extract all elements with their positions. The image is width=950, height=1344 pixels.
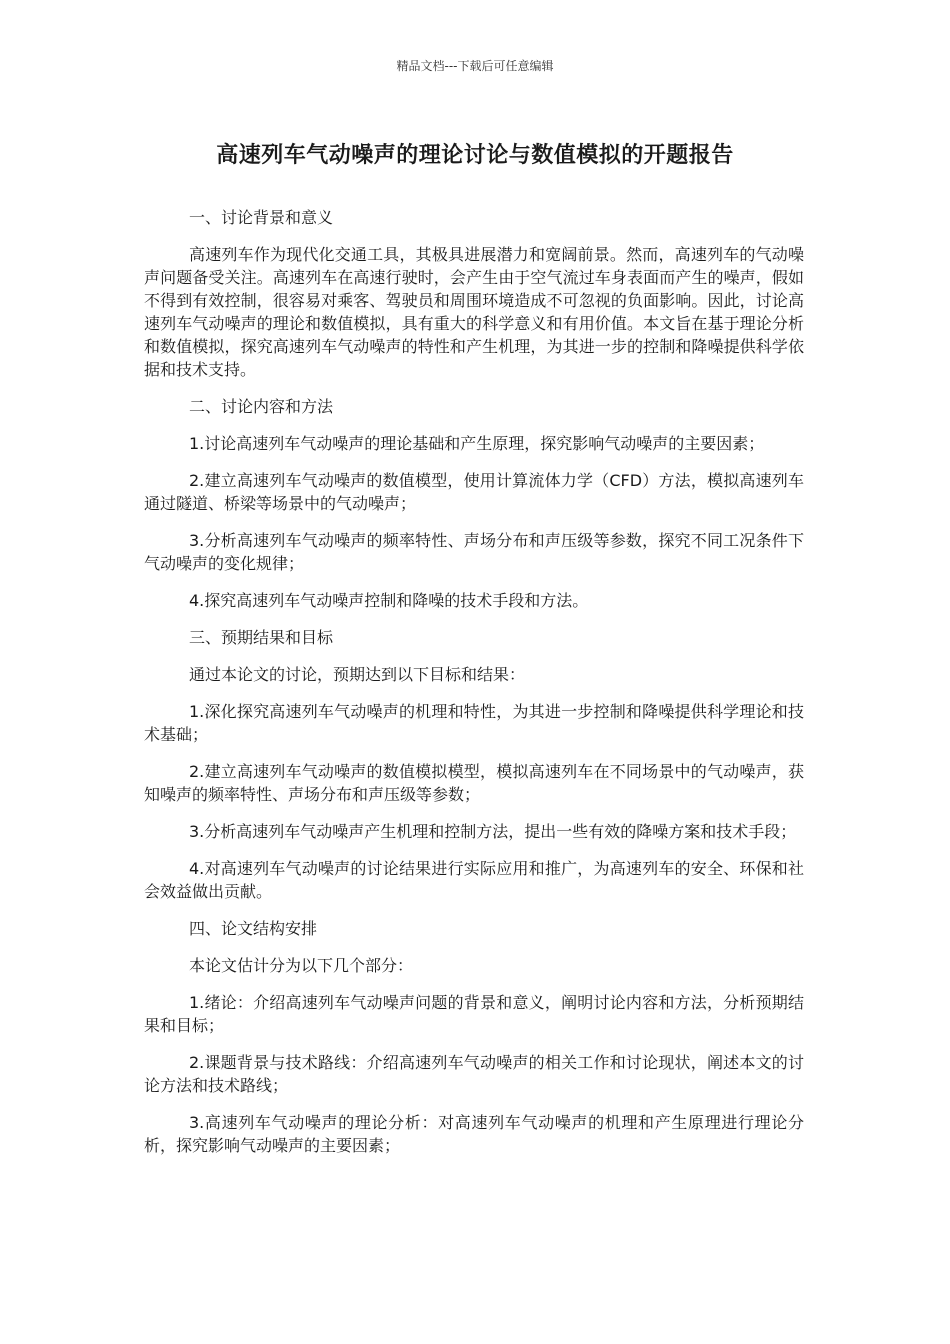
list-item-result-1: 1.深化探究高速列车气动噪声的机理和特性，为其进一步控制和降噪提供科学理论和技术基础；: [144, 702, 804, 744]
list-item-method-1: 1.讨论高速列车气动噪声的理论基础和产生原理，探究影响气动噪声的主要因素；: [189, 434, 765, 453]
list-item-result-3: 3.分析高速列车气动噪声产生机理和控制方法，提出一些有效的降噪方案和技术手段；: [189, 822, 797, 841]
document-title: 高速列车气动噪声的理论讨论与数值模拟的开题报告: [216, 143, 734, 168]
section-heading-structure: 四、论文结构安排: [189, 919, 318, 938]
list-item-method-3: 3.分析高速列车气动噪声的频率特性、声场分布和声压级等参数，探究不同工况条件下气动噪声的变化规律；: [144, 531, 804, 573]
list-item-method-2: 2.建立高速列车气动噪声的数值模型，使用计算流体力学（CFD）方法，模拟高速列车通过隧道、桥梁等场景中的气动噪声；: [144, 471, 804, 513]
page-header: 精品文档---下载后可任意编辑: [396, 59, 554, 73]
list-item-structure-3: 3.高速列车气动噪声的理论分析：对高速列车气动噪声的机理和产生原理进行理论分析，探究影响气动噪声的主要因素；: [144, 1113, 804, 1155]
document-body: [144, 206, 804, 1171]
list-item-structure-1: 1.绪论：介绍高速列车气动噪声问题的背景和意义，阐明讨论内容和方法，分析预期结果和目标；: [144, 993, 804, 1035]
section-heading-results: 三、预期结果和目标: [189, 628, 334, 647]
list-item-result-2: 2.建立高速列车气动噪声的数值模拟模型，模拟高速列车在不同场景中的气动噪声，获知噪声的频率特性、声场分布和声压级等参数；: [144, 762, 804, 804]
paragraph-structure-intro: 本论文估计分为以下几个部分：: [189, 956, 414, 975]
list-item-method-4: 4.探究高速列车气动噪声控制和降噪的技术手段和方法。: [189, 591, 589, 610]
list-item-structure-2: 2.课题背景与技术路线：介绍高速列车气动噪声的相关工作和讨论现状，阐述本文的讨论方法和技术路线；: [144, 1053, 804, 1095]
list-item-result-4: 4.对高速列车气动噪声的讨论结果进行实际应用和推广，为高速列车的安全、环保和社会效益做出贡献。: [144, 859, 804, 901]
section-heading-methods: 二、讨论内容和方法: [189, 397, 334, 416]
paragraph-background: 高速列车作为现代化交通工具，其极具进展潜力和宽阔前景。然而，高速列车的气动噪声问题备受关注。高速列车在高速行驶时，会产生由于空气流过车身表面而产生的噪声，假如不得到有效控制，很容易对乘客、驾驶员和周围环境造成不可忽视的负面影响。因此，讨论高速列车气动噪声的理论和数值模拟，具有重大的科学意义和有用价值。本文旨在基于理论分析和数值模拟，探究高速列车气动噪声的特性和产生机理，为其进一步的控制和降噪提供科学依据和技术支持。: [144, 245, 804, 379]
paragraph-results-intro: 通过本论文的讨论，预期达到以下目标和结果：: [189, 665, 526, 684]
section-heading-background: 一、讨论背景和意义: [189, 208, 334, 227]
